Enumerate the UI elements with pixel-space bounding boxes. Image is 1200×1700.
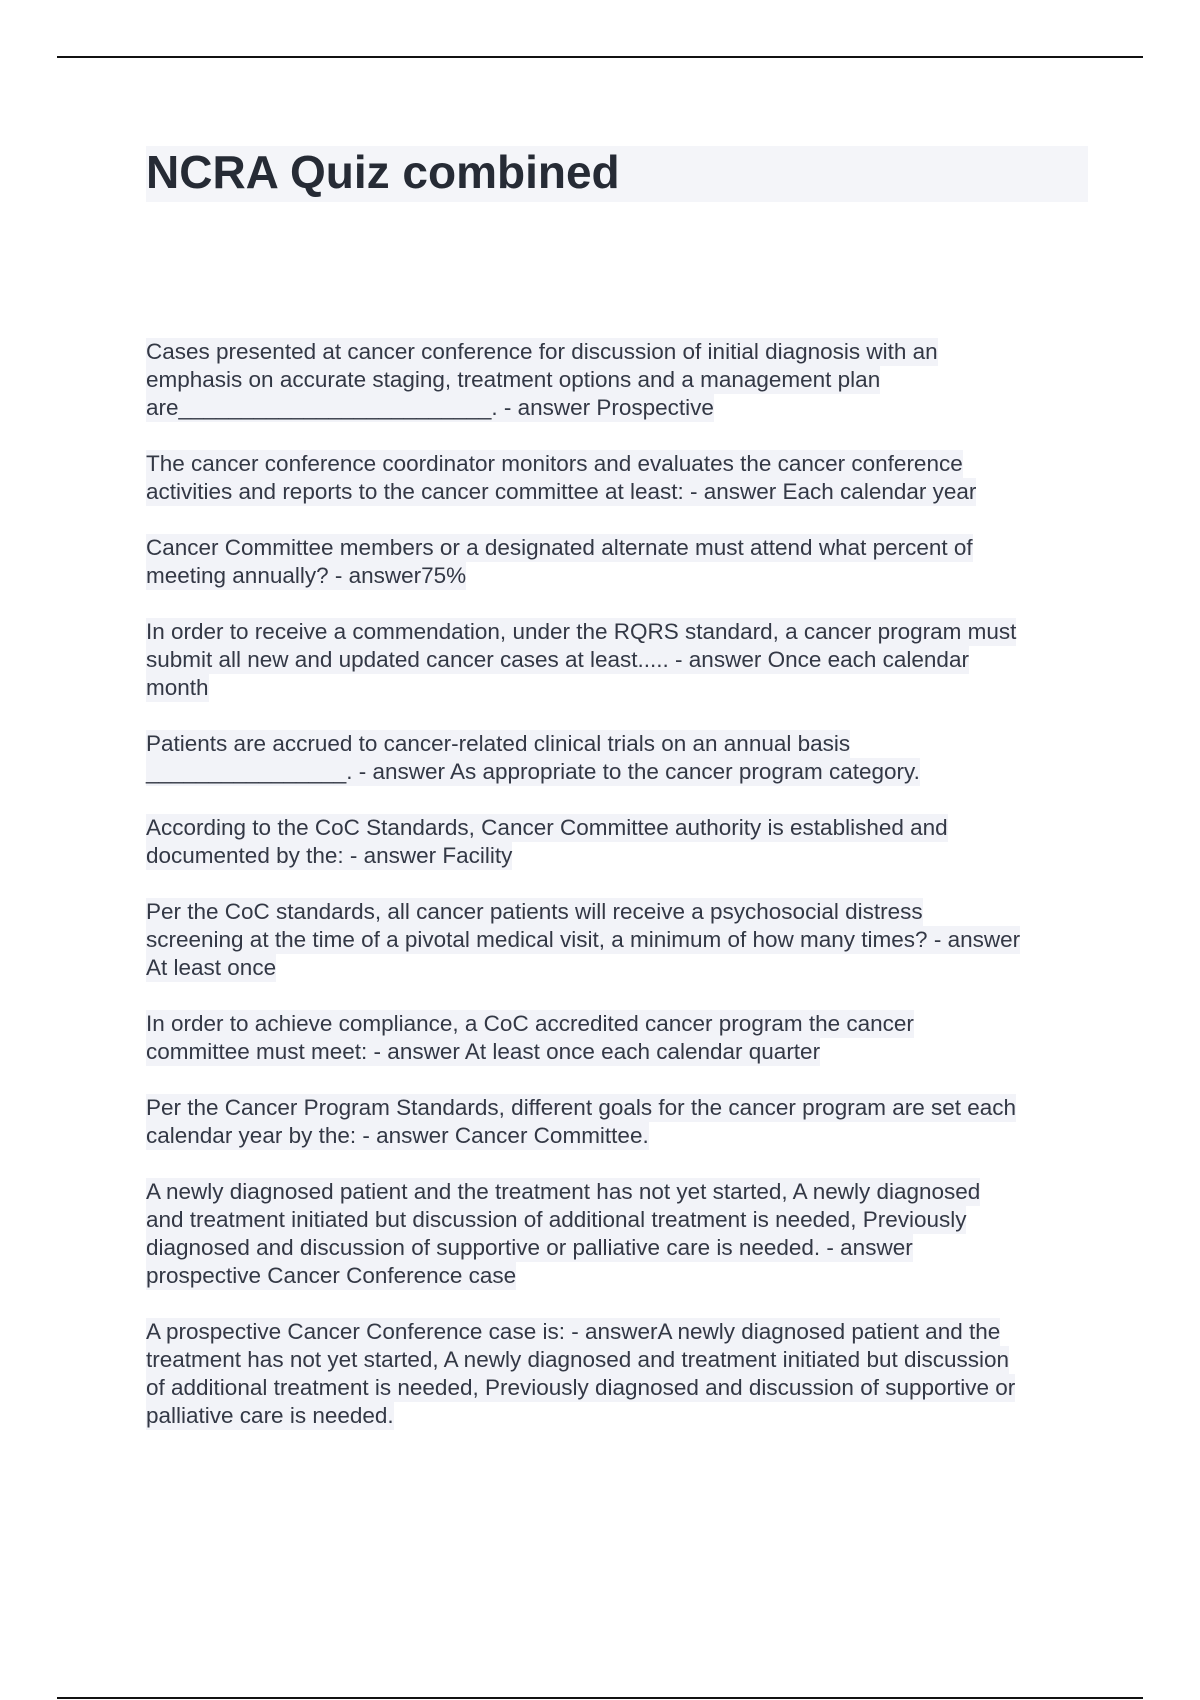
qa-line: In order to receive a commendation, under the RQRS standard, a cancer program must [146,619,1017,644]
qa-line: month [146,675,209,700]
qa-entry [146,450,1090,506]
qa-entry [146,730,1090,786]
qa-entry [146,898,1090,982]
qa-line: Cases presented at cancer conference for discussion of initial diagnosis with an [146,339,938,364]
qa-line: Cancer Committee members or a designated alternate must attend what percent of [146,535,973,560]
qa-line: A newly diagnosed patient and the treatment has not yet started, A newly diagnosed [146,1179,981,1204]
qa-line: committee must meet: - answer At least once each calendar quarter [146,1039,821,1064]
qa-line: treatment has not yet started, A newly diagnosed and treatment initiated but discussion [146,1347,1010,1372]
qa-entry [146,1318,1090,1430]
qa-line: In order to achieve compliance, a CoC accredited cancer program the cancer [146,1011,914,1036]
qa-entry [146,534,1090,590]
qa-line: meeting annually? - answer75% [146,563,467,588]
qa-line: calendar year by the: - answer Cancer Committee. [146,1123,649,1148]
qa-line: submit all new and updated cancer cases at least..... - answer Once each calendar [146,647,969,672]
qa-entry [146,618,1090,702]
qa-line: screening at the time of a pivotal medical visit, a minimum of how many times? - answer [146,927,1021,952]
qa-line: Per the CoC standards, all cancer patients will receive a psychosocial distress [146,899,923,924]
qa-line: Patients are accrued to cancer-related clinical trials on an annual basis [146,731,851,756]
qa-line: prospective Cancer Conference case [146,1263,517,1288]
qa-line: are_________________________. - answer Prospective [146,395,714,420]
bottom-rule [57,1697,1143,1699]
qa-entry [146,1010,1090,1066]
qa-entry [146,1094,1090,1150]
qa-line: emphasis on accurate staging, treatment options and a management plan [146,367,881,392]
top-rule [57,56,1143,58]
qa-line: activities and reports to the cancer committee at least: - answer Each calendar year [146,479,977,504]
qa-line: of additional treatment is needed, Previously diagnosed and discussion of supportive or [146,1375,1016,1400]
qa-line: ________________. - answer As appropriate to the cancer program category. [146,759,920,784]
qa-line: At least once [146,955,277,980]
qa-line: The cancer conference coordinator monitors and evaluates the cancer conference [146,451,963,476]
page-title: NCRA Quiz combined [146,146,620,198]
qa-line: documented by the: - answer Facility [146,843,513,868]
qa-entry [146,1178,1090,1290]
qa-line: Per the Cancer Program Standards, different goals for the cancer program are set each [146,1095,1017,1120]
qa-line: According to the CoC Standards, Cancer Committee authority is established and [146,815,948,840]
qa-line: and treatment initiated but discussion of additional treatment is needed, Previously [146,1207,967,1232]
qa-line: palliative care is needed. [146,1403,394,1428]
qa-line: diagnosed and discussion of supportive or palliative care is needed. - answer [146,1235,913,1260]
qa-entry [146,338,1090,422]
qa-entry [146,814,1090,870]
qa-list [146,338,1090,1458]
qa-line: A prospective Cancer Conference case is: - answerA newly diagnosed patient and the [146,1319,1001,1344]
